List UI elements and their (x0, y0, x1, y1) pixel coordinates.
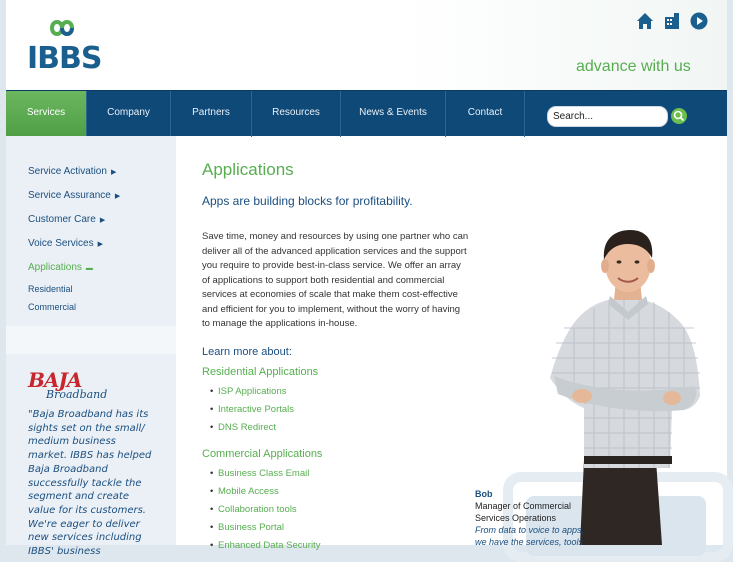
page (6, 0, 727, 558)
sidebar-subitem-commercial[interactable]: Commercial (28, 302, 77, 312)
person-role-line2: Services Operations (475, 513, 557, 523)
link-enhanced-data-security[interactable]: • Enhanced Data Security (218, 540, 320, 551)
main-content (202, 160, 482, 551)
sidebar-subitem-residential[interactable]: Residential (28, 284, 73, 294)
nav-item-news-events[interactable]: News & Events (341, 91, 446, 137)
nav-item-partners[interactable]: Partners (171, 91, 252, 137)
link-mobile-access[interactable]: • Mobile Access (218, 486, 279, 497)
search-input[interactable] (547, 106, 668, 127)
person-quote-line2: we have the services, tools (475, 537, 584, 547)
sidebar-item-customer-care[interactable] (28, 214, 105, 225)
link-business-class-email[interactable]: • Business Class Email (218, 468, 309, 479)
sidebar-item-applications[interactable] (28, 262, 93, 273)
sidebar-item-label: Service Assurance (28, 190, 111, 201)
sidebar-divider (6, 326, 176, 354)
logo-text[interactable]: IBBS (27, 41, 102, 76)
lead-text: Apps are building blocks for profitability. (202, 194, 413, 208)
sidebar-item-label: Voice Services (28, 238, 94, 249)
arrow-right-icon: ▶ (97, 241, 103, 248)
building-icon[interactable] (663, 12, 681, 30)
play-icon[interactable] (690, 12, 708, 30)
baja-logo-subtext: Broadband (46, 388, 108, 401)
search-icon (671, 108, 687, 124)
person-caption (475, 488, 605, 548)
testimonial-quote: "Baja Broadband has its sights set on the small/ medium business market. IBBS has helped Baja Broadband successfully tackle the segment and create value for its customers. We're eager to deliver new services including IBBS' business (28, 409, 152, 558)
arrow-right-icon: ▶ (99, 217, 106, 224)
sidebar (6, 136, 176, 558)
learn-more-heading: Learn more about: (202, 346, 292, 358)
link-dns-redirect[interactable]: • DNS Redirect (218, 422, 276, 433)
sidebar-item-voice-services[interactable] (28, 238, 103, 249)
home-icon[interactable] (636, 12, 654, 30)
sidebar-item-label: Applications (28, 262, 82, 273)
body-text: Save time, money and resources by using one partner who can deliver all of the advanced application services and the support you require to provide best-in-class service. We offer an array of applications to support both residential and commercial services at economies of scale that make them cost-effective and efficient for you to implement, without the worry of having to manage the applications in-house. (202, 231, 469, 329)
arrow-right-icon: ▶ (110, 169, 117, 176)
nav-item-resources[interactable]: Resources (252, 91, 341, 137)
person-role-line1: Manager of Commercial (475, 501, 572, 511)
sidebar-item-service-activation[interactable] (28, 166, 116, 177)
search-button[interactable] (671, 108, 687, 124)
header (6, 0, 727, 90)
link-isp-applications[interactable]: • ISP Applications (218, 386, 286, 397)
logo-infinity-icon (42, 16, 82, 40)
nav-item-contact[interactable]: Contact (446, 91, 525, 137)
top-icons (636, 12, 708, 30)
baja-logo-text: BAJA (28, 368, 82, 392)
link-business-portal[interactable]: • Business Portal (218, 522, 284, 533)
person-name: Bob (475, 489, 493, 499)
nav-item-services[interactable]: Services (6, 91, 87, 137)
commercial-applications-link[interactable]: Commercial Applications (202, 448, 323, 460)
sidebar-item-label: Service Activation (28, 166, 107, 177)
person-quote-line1: From data to voice to apps, (475, 525, 585, 535)
residential-applications-link[interactable]: Residential Applications (202, 366, 319, 378)
tagline: advance with us (576, 58, 691, 75)
sidebar-item-service-assurance[interactable] (28, 190, 120, 201)
link-interactive-portals[interactable]: • Interactive Portals (218, 404, 294, 415)
page-title: Applications (202, 160, 294, 179)
arrow-right-icon: ▶ (114, 193, 121, 200)
nav-item-company[interactable]: Company (87, 91, 171, 137)
sidebar-item-label: Customer Care (28, 214, 96, 225)
expanded-icon: ▬ (85, 265, 93, 272)
link-collaboration-tools[interactable]: • Collaboration tools (218, 504, 297, 515)
main-nav (6, 90, 727, 136)
baja-broadband-logo (28, 368, 108, 401)
